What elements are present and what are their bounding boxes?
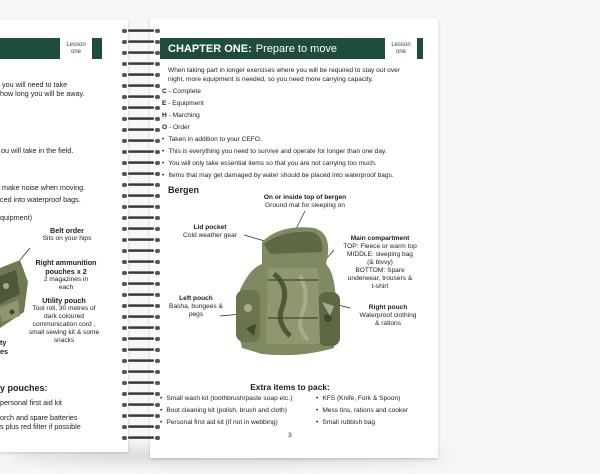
spiral-ring [122,259,160,265]
spiral-ring [122,215,160,221]
extra-item: • KFS (Knife, Fork & Spoon) [316,395,400,403]
spiral-ring [122,336,160,342]
callout-main-line: BOTTOM: Spare [355,267,405,274]
belt-order-title: Belt order [50,226,84,235]
spiral-binding [122,28,162,446]
chapter-label: CHAPTER ONE: [168,42,252,55]
spiral-ring [122,116,160,122]
spiral-ring [122,39,160,45]
spiral-ring [122,61,160,67]
spiral-ring [122,182,160,188]
spiral-ring [122,292,160,298]
ceho-item: E - Equipment [162,100,204,107]
bergen-illustration [150,18,438,458]
ammo-pouch-desc-2: each [58,284,74,291]
callout-main-line: MIDDLE: sleeping bag [347,251,413,258]
left-text-line: ced into waterproof bags. [0,195,81,204]
spiral-ring [122,402,160,408]
bullet-item: • Items that may get damaged by water should be placed into waterproof bags. [162,172,394,180]
intro-line: When taking part in longer exercises where you will be required to stay out over [168,67,400,74]
left-tab-label-1: Lesson [66,41,86,48]
callout-lid-title: Lid pocket [193,224,227,231]
spiral-ring [122,83,160,89]
callout-right-desc: & rations [374,320,402,327]
ceho-item: O - Order [162,124,190,131]
left-text-line: make noise when moving. [2,183,86,192]
pouch-line: personal first aid kit [0,398,62,407]
spiral-ring [122,94,160,100]
callout-left-title: Left pouch [179,295,213,302]
callout-left-desc: Basha, bungees & [169,303,223,310]
pouches-heading: y pouches: [0,383,48,393]
spiral-ring [122,314,160,320]
utility-pouch-title: Utility pouch [42,296,86,305]
utility-pouch-desc-5: snacks [53,337,75,344]
spiral-ring [122,171,160,177]
left-cut-label: es [0,347,8,356]
right-page [150,18,438,458]
extra-item: • Small wash kit (toothbrush/paste soap etc.) [160,395,292,403]
spiral-ring [122,325,160,331]
spiral-ring [122,138,160,144]
utility-pouch-desc-1: Tool roll, 30 metres of [32,305,96,312]
spiral-ring [122,435,160,441]
intro-line: night, more equipment is needed, so you need more carrying capacity. [168,76,374,83]
left-cut-label: ty [0,338,7,347]
backpack-shape [236,227,340,355]
bergen-heading: Bergen [168,185,200,195]
spiral-ring [122,270,160,276]
spiral-ring [122,358,160,364]
pouch-line: orch and spare batteries [0,413,78,422]
pouch-line: s plus red filter if possible [0,422,81,431]
callout-lid-desc: Cold weather gear [183,232,237,239]
spiral-ring [122,237,160,243]
callout-main-title: Main compartment [350,235,410,242]
callout-left-desc: pegs [188,311,204,318]
spiral-ring [122,193,160,199]
extra-item: • Small rubbish bag [316,419,375,427]
extra-item: • Boot cleaning kit (polish, brush and cloth) [160,407,287,415]
spiral-ring [122,204,160,210]
callout-main-line: underwear, trousers & [347,275,413,282]
spiral-ring [122,226,160,232]
spiral-ring [122,50,160,56]
spiral-ring [122,105,160,111]
spiral-ring [122,127,160,133]
callout-main-line: t-shirt [371,283,389,290]
spiral-ring [122,72,160,78]
ammo-pouch-title-2: pouches x 2 [45,267,87,276]
page-number: 3 [288,432,292,439]
left-page [0,20,128,452]
ceho-item: C - Complete [162,88,201,95]
spiral-ring [122,391,160,397]
left-lesson-tab [60,38,92,59]
ceho-item: H - Marching [162,112,200,119]
extra-item: • Mess tins, rations and cooker [316,407,408,415]
right-tab-label-2: one [395,48,406,55]
ammo-pouch-desc-1: 2 magazines in [43,276,89,283]
ammo-pouch-title-1: Right ammunition [35,258,97,267]
callout-main-line: (& bivvy) [367,259,393,266]
left-text-line: ou will take in the field. [1,146,74,155]
spiral-ring [122,424,160,430]
bullet-item: • You will only take essential items so that you are not carrying too much. [162,160,377,168]
chapter-title: Prepare to move [255,42,338,55]
callout-right-title: Right pouch [368,304,408,311]
spiral-ring [122,248,160,254]
spiral-ring [122,413,160,419]
utility-pouch-desc-2: dark coloured [44,313,84,320]
callout-right-desc: Waterproof clothing [359,312,417,319]
bullet-item: • Taken in addition to your CEFO. [162,136,262,144]
callout-top-title: On or inside top of bergen [263,194,347,201]
left-text-line: how long you will be away. [0,89,85,98]
left-text-line: you will need to take [2,80,68,89]
left-page-banner [0,38,102,59]
spiral-ring [122,347,160,353]
utility-pouch-desc-3: communication cord , [32,321,96,328]
extra-item: • Personal first aid kit (if not in webbing) [160,419,278,427]
callout-main-line: TOP: Fleece or warm top [343,243,417,250]
bullet-item: • This is everything you need to survive and operate for longer than one day. [162,148,387,156]
spiral-ring [122,149,160,155]
spiral-ring [122,380,160,386]
spiral-ring [122,369,160,375]
extra-items-heading: Extra items to pack: [250,382,330,392]
spiral-ring [122,28,160,34]
spiral-ring [122,281,160,287]
spiral-ring [122,303,160,309]
utility-pouch-desc-4: small sewing kit & some [28,329,100,336]
belt-order-desc: Sits on your hips [42,235,92,242]
spiral-ring [122,160,160,166]
left-tab-label-2: one [70,48,81,55]
callout-top-desc: Ground mat for sleeping on [265,202,345,209]
left-text-line: quipment) [0,213,32,222]
right-tab-label-1: Lesson [391,41,411,48]
